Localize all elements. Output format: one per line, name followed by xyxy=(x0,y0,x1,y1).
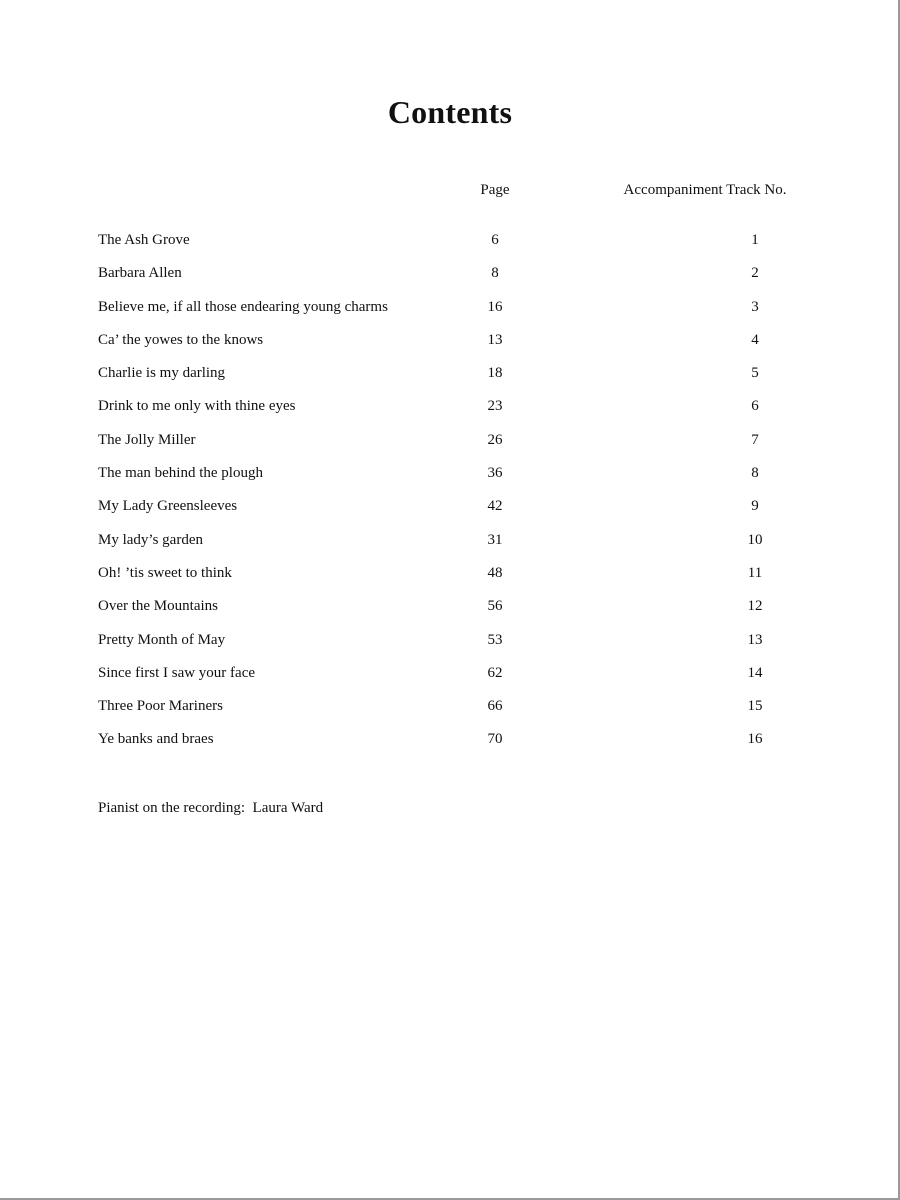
song-title: Charlie is my darling xyxy=(98,365,226,382)
song-title: The man behind the plough xyxy=(98,465,263,482)
contents-row xyxy=(0,696,900,729)
contents-row xyxy=(0,363,900,396)
song-title: Pretty Month of May xyxy=(98,631,226,648)
page-number: 70 xyxy=(487,731,503,748)
page-number: 66 xyxy=(487,698,503,715)
pianist-credit: Pianist on the recording: Laura Ward xyxy=(98,800,324,816)
page-number: 56 xyxy=(487,598,503,615)
contents-row xyxy=(0,530,900,563)
track-number: 9 xyxy=(751,498,759,515)
contents-row xyxy=(0,563,900,596)
page-number: 53 xyxy=(487,631,503,648)
contents-row xyxy=(0,463,900,496)
contents-row xyxy=(0,430,900,463)
track-number: 13 xyxy=(747,631,763,648)
contents-row xyxy=(0,496,900,529)
contents-row xyxy=(0,297,900,330)
song-title: Believe me, if all those endearing young charms xyxy=(98,298,388,315)
contents-row xyxy=(0,230,900,263)
page-number: 16 xyxy=(487,298,503,315)
contents-row xyxy=(0,596,900,629)
track-number: 6 xyxy=(751,398,759,415)
song-title: Since first I saw your face xyxy=(98,664,256,681)
track-number: 15 xyxy=(747,698,763,715)
page-number: 48 xyxy=(487,564,503,581)
song-title: Three Poor Mariners xyxy=(98,698,223,715)
song-title: The Ash Grove xyxy=(98,232,190,248)
song-title: My Lady Greensleeves xyxy=(98,498,238,515)
page-title: Contents xyxy=(387,94,513,130)
contents-row xyxy=(0,630,900,663)
page-number: 8 xyxy=(491,265,499,282)
track-number: 4 xyxy=(751,331,759,348)
contents-row xyxy=(0,663,900,696)
page-number: 42 xyxy=(487,498,503,515)
track-number: 1 xyxy=(751,232,759,248)
track-number: 7 xyxy=(751,431,759,448)
track-number: 14 xyxy=(747,664,763,681)
page-number: 62 xyxy=(487,664,503,681)
song-title: Ye banks and braes xyxy=(98,731,214,748)
page-number: 13 xyxy=(487,331,503,348)
page-number: 36 xyxy=(487,465,503,482)
track-column-header: Accompaniment Track No. xyxy=(623,182,787,198)
track-number: 16 xyxy=(747,731,763,748)
song-title: Oh! ’tis sweet to think xyxy=(98,564,232,581)
song-title: Barbara Allen xyxy=(98,265,182,282)
song-title: The Jolly Miller xyxy=(98,431,196,448)
contents-row xyxy=(0,263,900,296)
contents-row xyxy=(0,729,900,762)
song-title: Ca’ the yowes to the knows xyxy=(98,331,264,348)
track-number: 2 xyxy=(751,265,759,282)
page-number: 26 xyxy=(487,431,503,448)
contents-row xyxy=(0,330,900,363)
song-title: Drink to me only with thine eyes xyxy=(98,398,296,415)
page-column-header: Page xyxy=(480,182,510,198)
track-number: 12 xyxy=(747,598,763,615)
track-number: 5 xyxy=(751,365,759,382)
page-number: 6 xyxy=(491,232,499,248)
song-title: My lady’s garden xyxy=(98,531,203,548)
contents-row xyxy=(0,396,900,429)
page-number: 18 xyxy=(487,365,503,382)
page-number: 23 xyxy=(487,398,503,415)
track-number: 10 xyxy=(747,531,763,548)
track-number: 3 xyxy=(751,298,759,315)
track-number: 8 xyxy=(751,465,759,482)
track-number: 11 xyxy=(747,564,763,581)
contents-list xyxy=(0,230,900,763)
page-number: 31 xyxy=(487,531,503,548)
song-title: Over the Mountains xyxy=(98,598,218,615)
